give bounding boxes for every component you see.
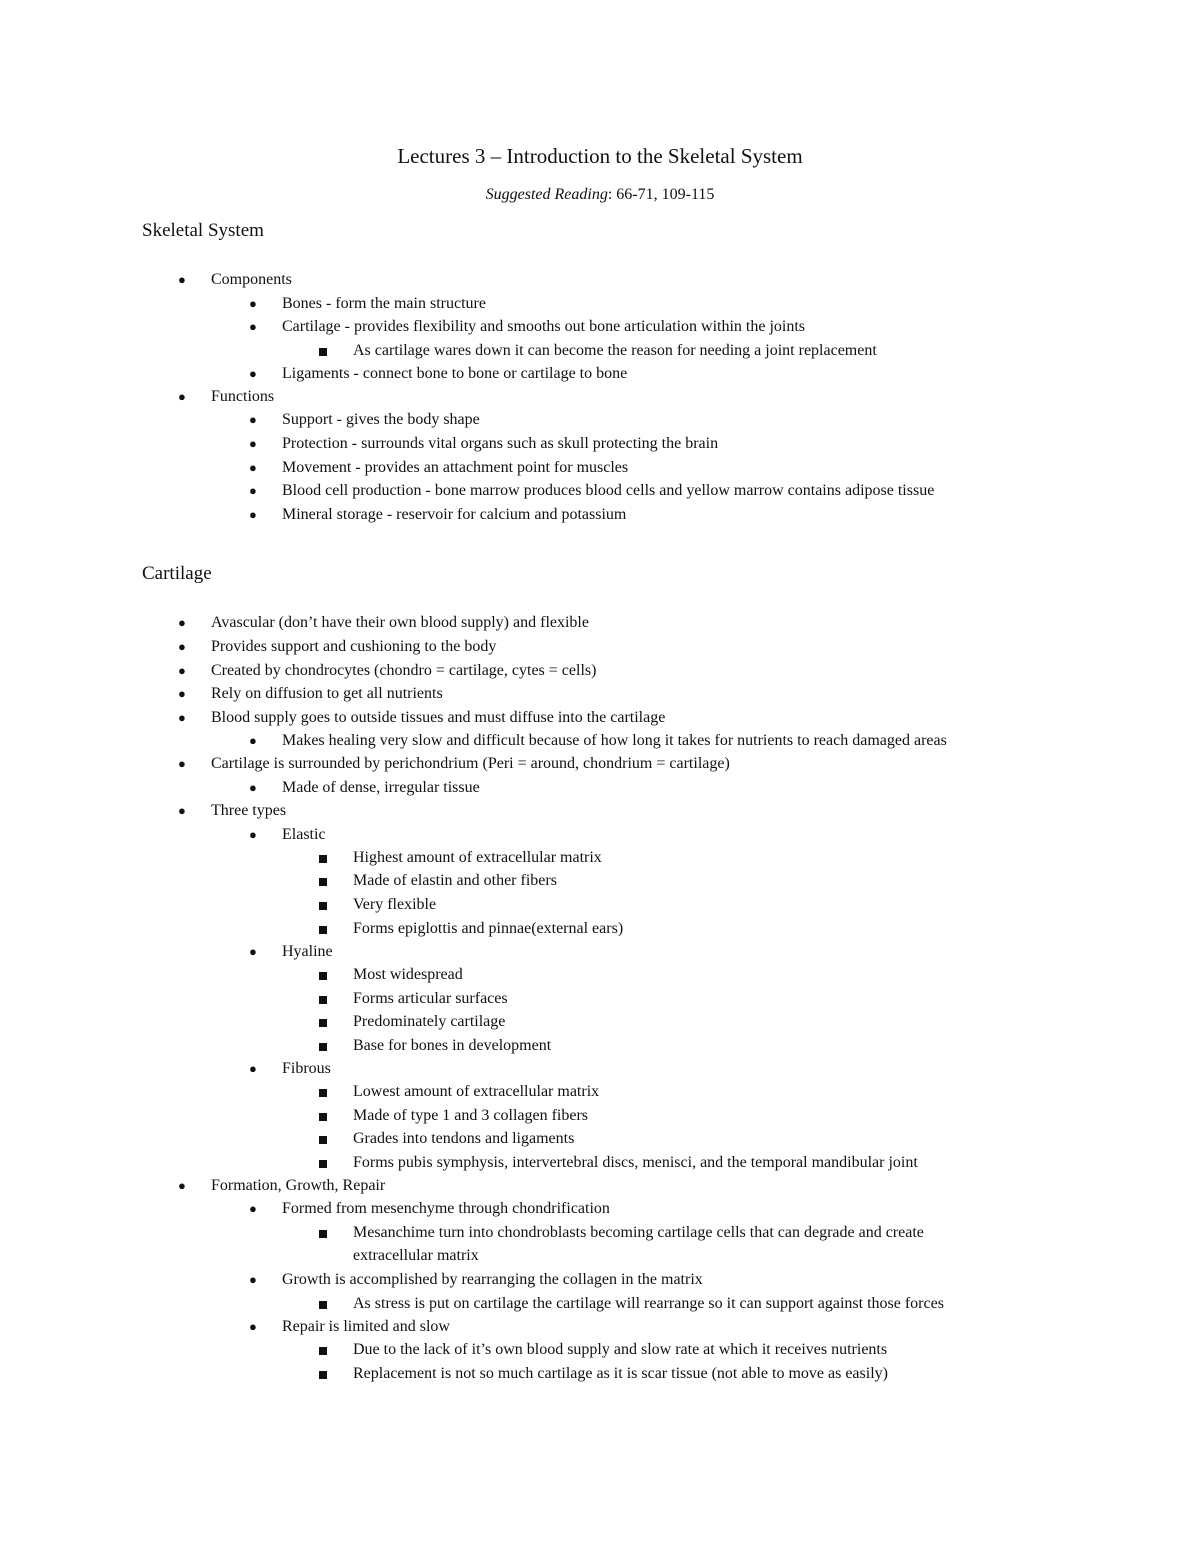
square-bullet-icon xyxy=(319,926,327,934)
square-bullet-icon xyxy=(319,1043,327,1051)
list-item: Makes healing very slow and difficult because of how long it takes for nutrients to reach damaged areas xyxy=(282,732,947,749)
reading-pages: : 66-71, 109-115 xyxy=(607,186,715,203)
square-bullet-icon xyxy=(319,878,327,886)
list-item: Ligaments - connect bone to bone or cartilage to bone xyxy=(282,365,628,382)
square-bullet-icon xyxy=(319,1136,327,1144)
list-item: Components xyxy=(211,271,292,288)
square-bullet-icon xyxy=(319,348,327,356)
bullet-icon: ● xyxy=(249,1319,257,1334)
list-item: Highest amount of extracellular matrix xyxy=(353,849,602,866)
bullet-icon: ● xyxy=(178,710,186,725)
bullet-icon: ● xyxy=(249,733,257,748)
square-bullet-icon xyxy=(319,1089,327,1097)
square-bullet-icon xyxy=(319,1113,327,1121)
reading-label: Suggested Reading xyxy=(485,186,608,203)
list-item: Formation, Growth, Repair xyxy=(211,1177,386,1194)
list-item: Made of elastin and other fibers xyxy=(353,872,557,889)
bullet-icon: ● xyxy=(249,319,257,334)
list-item: Lowest amount of extracellular matrix xyxy=(353,1083,600,1100)
list-item: Functions xyxy=(211,388,275,405)
list-item: As cartilage wares down it can become the reason for needing a joint replacement xyxy=(353,342,877,359)
square-bullet-icon xyxy=(319,1019,327,1027)
bullet-icon: ● xyxy=(249,366,257,381)
list-item: Mineral storage - reservoir for calcium and potassium xyxy=(282,506,627,523)
list-item: Provides support and cushioning to the body xyxy=(211,638,497,655)
list-item: extracellular matrix xyxy=(353,1247,479,1264)
bullet-icon: ● xyxy=(249,1272,257,1287)
list-item: Growth is accomplished by rearranging the collagen in the matrix xyxy=(282,1271,703,1288)
square-bullet-icon xyxy=(319,996,327,1004)
bullet-icon: ● xyxy=(178,756,186,771)
square-bullet-icon xyxy=(319,972,327,980)
list-item: Formed from mesenchyme through chondrification xyxy=(282,1200,610,1217)
square-bullet-icon xyxy=(319,1301,327,1309)
list-item: Base for bones in development xyxy=(353,1037,552,1054)
list-item: Replacement is not so much cartilage as it is scar tissue (not able to move as easily) xyxy=(353,1365,888,1382)
section-heading: Cartilage xyxy=(142,563,212,584)
list-item: Bones - form the main structure xyxy=(282,295,486,312)
list-item: Protection - surrounds vital organs such as skull protecting the brain xyxy=(282,435,719,452)
list-item: Cartilage is surrounded by perichondrium (Peri = around, chondrium = cartilage) xyxy=(211,755,730,772)
bullet-icon: ● xyxy=(178,1178,186,1193)
bullet-icon: ● xyxy=(249,483,257,498)
list-item: Avascular (don’t have their own blood supply) and flexible xyxy=(211,614,589,631)
list-item: Cartilage - provides flexibility and smooths out bone articulation within the joints xyxy=(282,318,806,335)
bullet-icon: ● xyxy=(178,615,186,630)
list-item: Support - gives the body shape xyxy=(282,411,480,428)
bullet-icon: ● xyxy=(249,436,257,451)
square-bullet-icon xyxy=(319,1230,327,1238)
bullet-icon: ● xyxy=(249,1201,257,1216)
list-item: Hyaline xyxy=(282,943,333,960)
square-bullet-icon xyxy=(319,902,327,910)
bullet-icon: ● xyxy=(249,460,257,475)
bullet-icon: ● xyxy=(249,780,257,795)
bullet-icon: ● xyxy=(178,639,186,654)
bullet-icon: ● xyxy=(249,507,257,522)
list-item: Grades into tendons and ligaments xyxy=(353,1130,575,1147)
list-item: Forms pubis symphysis, intervertebral discs, menisci, and the temporal mandibular joint xyxy=(353,1154,918,1171)
list-item: Movement - provides an attachment point for muscles xyxy=(282,459,629,476)
suggested-reading xyxy=(0,184,1200,206)
list-item: Due to the lack of it’s own blood supply and slow rate at which it receives nutrients xyxy=(353,1341,888,1358)
square-bullet-icon xyxy=(319,1347,327,1355)
list-item: Predominately cartilage xyxy=(353,1013,506,1030)
bullet-icon: ● xyxy=(249,412,257,427)
list-item: Three types xyxy=(211,802,287,819)
list-item: As stress is put on cartilage the cartilage will rearrange so it can support against those forces xyxy=(353,1295,944,1312)
bullet-icon: ● xyxy=(178,663,186,678)
list-item: Made of type 1 and 3 collagen fibers xyxy=(353,1107,589,1124)
bullet-icon: ● xyxy=(249,827,257,842)
list-item: Created by chondrocytes (chondro = cartilage, cytes = cells) xyxy=(211,662,597,679)
list-item: Very flexible xyxy=(353,896,437,913)
list-item: Blood supply goes to outside tissues and must diffuse into the cartilage xyxy=(211,709,666,726)
list-item: Elastic xyxy=(282,826,326,843)
list-item: Forms articular surfaces xyxy=(353,990,508,1007)
bullet-icon: ● xyxy=(249,944,257,959)
list-item: Blood cell production - bone marrow produces blood cells and yellow marrow contains adipose tissue xyxy=(282,482,935,499)
list-item: Forms epiglottis and pinnae(external ears) xyxy=(353,920,624,937)
square-bullet-icon xyxy=(319,1160,327,1168)
list-item: Mesanchime turn into chondroblasts becoming cartilage cells that can degrade and create xyxy=(353,1224,924,1241)
section-heading: Skeletal System xyxy=(142,220,264,241)
bullet-icon: ● xyxy=(249,296,257,311)
list-item: Repair is limited and slow xyxy=(282,1318,450,1335)
bullet-icon: ● xyxy=(178,389,186,404)
bullet-icon: ● xyxy=(178,272,186,287)
list-item: Most widespread xyxy=(353,966,463,983)
bullet-icon: ● xyxy=(178,686,186,701)
bullet-icon: ● xyxy=(249,1061,257,1076)
list-item: Made of dense, irregular tissue xyxy=(282,779,480,796)
square-bullet-icon xyxy=(319,1371,327,1379)
bullet-icon: ● xyxy=(178,803,186,818)
page-title: Lectures 3 – Introduction to the Skeletal System xyxy=(397,144,803,168)
square-bullet-icon xyxy=(319,855,327,863)
list-item: Fibrous xyxy=(282,1060,331,1077)
list-item: Rely on diffusion to get all nutrients xyxy=(211,685,443,702)
